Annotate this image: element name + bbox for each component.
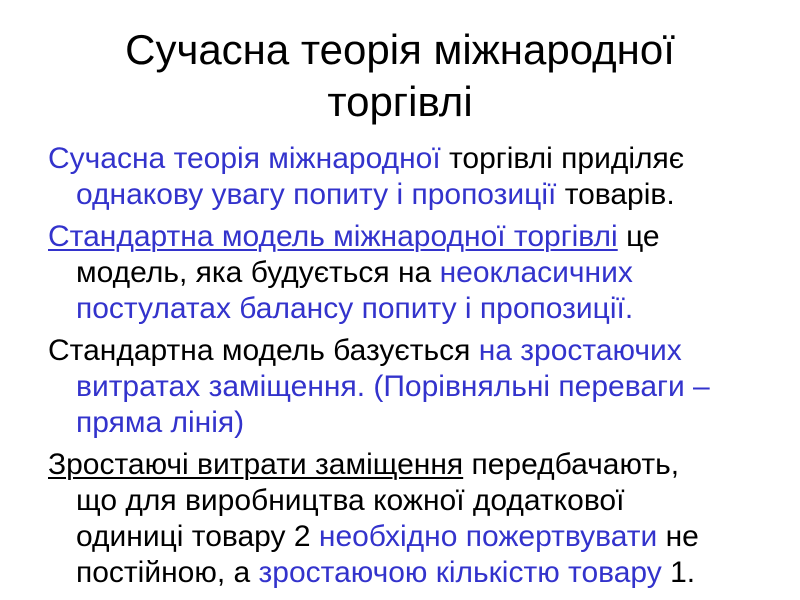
underlined-text-segment: Зростаючі витрати заміщення: [48, 448, 464, 481]
paragraph: [48, 447, 800, 591]
text-line: [48, 519, 800, 555]
text-segment: зростаючою кількістю товару: [258, 556, 662, 589]
text-segment: товарів.: [564, 178, 675, 211]
paragraph: [48, 141, 800, 213]
text-segment: на зростаючих: [478, 334, 682, 367]
text-segment: Сучасна теорія міжнародної: [48, 142, 450, 175]
text-line: [48, 219, 800, 255]
paragraph: [48, 333, 800, 441]
text-segment: Стандартна модель базується: [48, 334, 479, 367]
text-line: [48, 255, 800, 291]
text-segment: торгівлі приділяє: [449, 142, 685, 175]
text-segment: постійною, а: [76, 556, 259, 589]
text-line: [48, 483, 800, 519]
text-segment: пряма лінія): [76, 406, 245, 439]
text-segment: витратах заміщення. (Порівняльні переваги –: [76, 370, 710, 403]
text-segment: не: [657, 520, 699, 553]
text-line: [48, 369, 800, 405]
text-segment: модель, яка будується на: [76, 256, 440, 289]
text-line: [48, 177, 800, 213]
text-segment: що для виробництва кожної додаткової: [76, 484, 625, 517]
text-segment: передбачають,: [463, 448, 680, 481]
text-line: [48, 291, 800, 327]
text-segment: необхідно пожертвувати: [318, 520, 658, 553]
text-segment: це: [617, 220, 660, 253]
text-line: [48, 555, 800, 591]
text-line: [48, 141, 800, 177]
slide-title: Сучасна теорія міжнародної торгівлі: [125, 26, 675, 125]
text-line: [48, 447, 800, 483]
text-line: [48, 405, 800, 441]
underlined-text-segment: Стандартна модель міжнародної торгівлі: [48, 220, 618, 253]
slide-body: [48, 141, 800, 591]
text-segment: 1.: [661, 556, 696, 589]
paragraph: [48, 219, 800, 327]
text-segment: однакову увагу попиту і пропозиції: [76, 178, 565, 211]
text-segment: постулатах балансу попиту і пропозиції.: [76, 292, 634, 325]
text-segment: одиниці товару 2: [76, 520, 319, 553]
text-segment: неокласичних: [439, 256, 633, 289]
text-line: [48, 333, 800, 369]
